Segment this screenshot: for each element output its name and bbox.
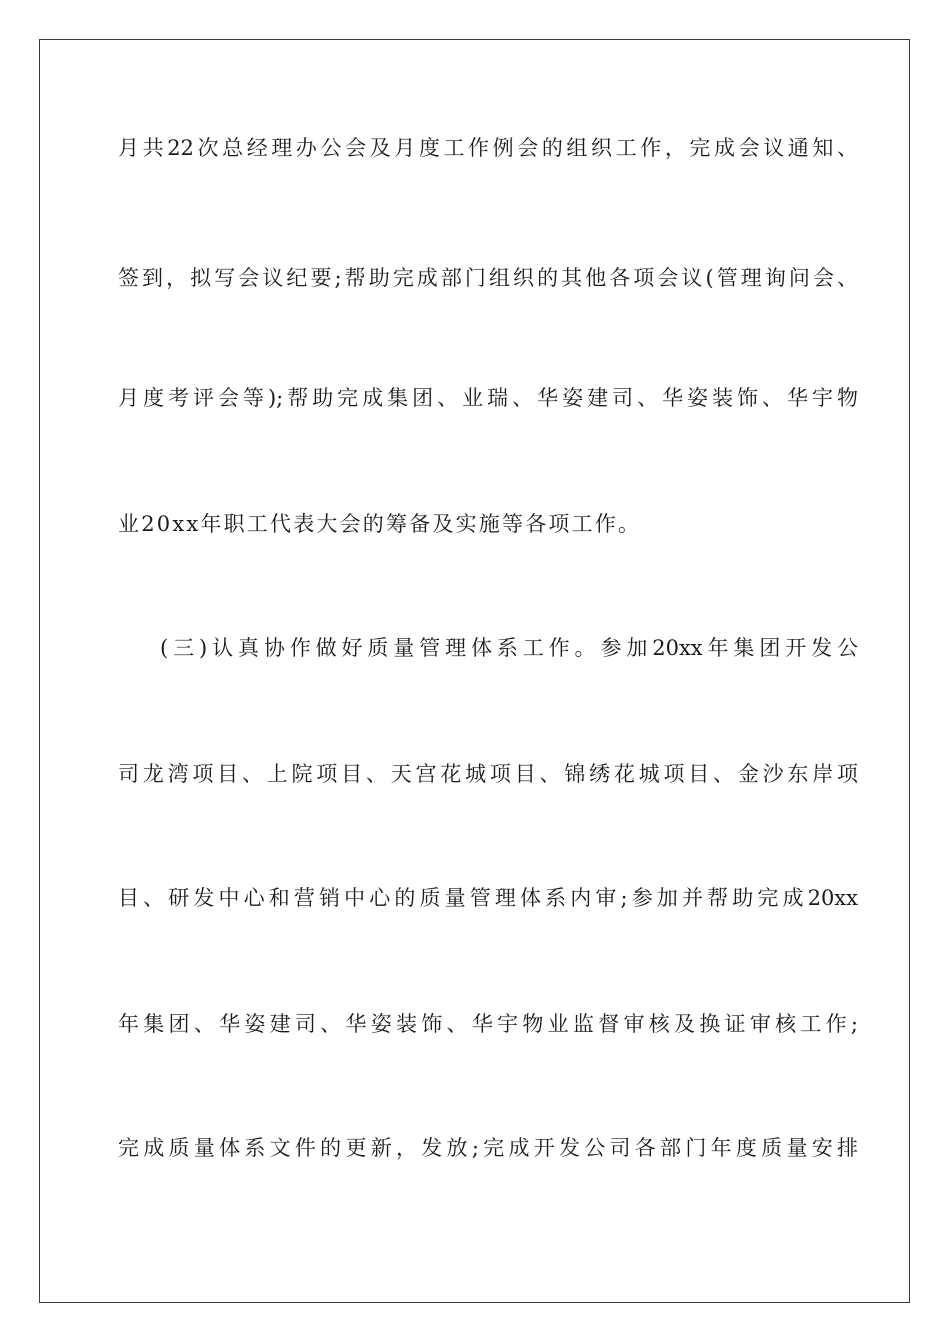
body-text-line-3: 月度考评会等);帮助完成集团、业瑞、华姿建司、华姿装饰、华宇物 <box>118 386 858 410</box>
page-border <box>39 39 910 1303</box>
body-text-line-8: 年集团、华姿建司、华姿装饰、华宇物业监督审核及换证审核工作; <box>118 1012 858 1036</box>
body-text-line-6: 司龙湾项目、上院项目、天宫花城项目、锦绣花城项目、金沙东岸项 <box>118 762 858 786</box>
body-text-line-1: 月共22次总经理办公会及月度工作例会的组织工作，完成会议通知、 <box>118 136 858 160</box>
body-text-line-9: 完成质量体系文件的更新，发放;完成开发公司各部门年度质量安排 <box>118 1136 858 1160</box>
body-text-line-7: 目、研发中心和营销中心的质量管理体系内审;参加并帮助完成20xx <box>118 886 858 910</box>
body-text-line-2: 签到，拟写会议纪要;帮助完成部门组织的其他各项会议(管理询问会、 <box>118 266 858 290</box>
body-text-line-4: 业20xx年职工代表大会的筹备及实施等各项工作。 <box>118 512 642 536</box>
body-text-line-5: (三)认真协作做好质量管理体系工作。参加20xx年集团开发公 <box>160 636 858 660</box>
